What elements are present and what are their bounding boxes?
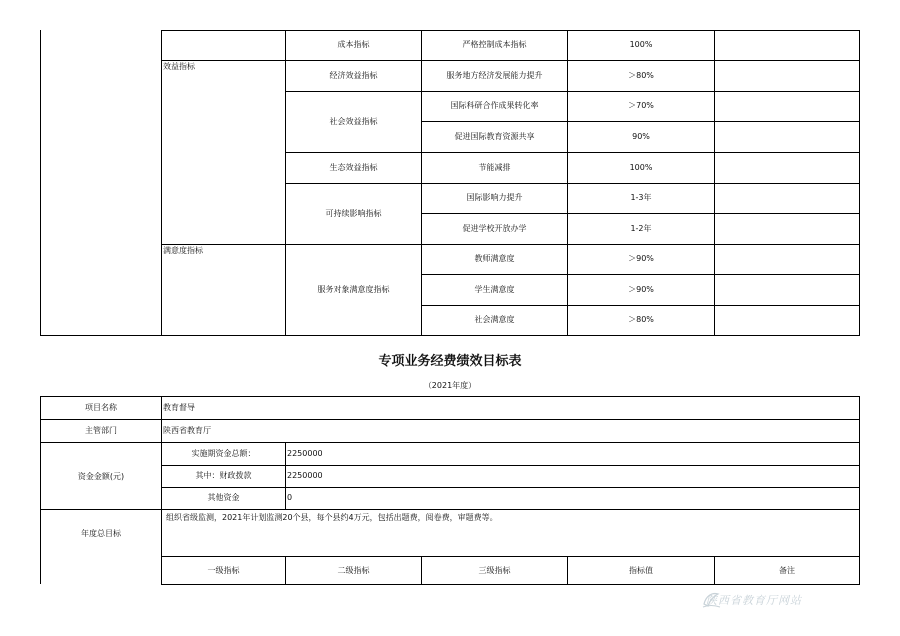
level3-cell: 服务地方经济发展能力提升	[446, 71, 543, 80]
header-note: 备注	[779, 566, 795, 575]
value-cell: ＞90%	[628, 285, 654, 294]
table-border	[161, 465, 860, 466]
table-border	[421, 274, 860, 275]
value-cell: ＞80%	[628, 71, 654, 80]
header-level2: 二级指标	[337, 566, 370, 575]
project-name-value: 教育督导	[163, 403, 195, 412]
level2-cell: 可持续影响指标	[325, 209, 382, 218]
annual-goal-text: 组织省级监测，2021年计划监测20个县，每个县约4万元，包括出题费，阅卷费，审题费等。	[166, 513, 498, 522]
other-funds-value: 0	[287, 493, 293, 502]
total-funds-value: 2250000	[287, 449, 323, 458]
header-level3: 三级指标	[478, 566, 511, 575]
level3-cell: 教师满意度	[474, 254, 515, 263]
department-label: 主管部门	[85, 426, 117, 435]
level2-cell: 生态效益指标	[329, 163, 378, 172]
level3-cell: 促进国际教育资源共享	[454, 132, 535, 141]
fiscal-funds-value: 2250000	[287, 471, 323, 480]
value-cell: 1-3年	[630, 193, 652, 202]
funds-label: 资金金额(元)	[77, 472, 125, 481]
other-funds-label: 其他资金	[207, 493, 240, 502]
level2-cell: 社会效益指标	[329, 117, 378, 126]
level3-cell: 国际科研合作成果转化率	[450, 101, 539, 110]
value-cell: 100%	[629, 163, 653, 172]
table-border	[161, 487, 860, 488]
level1-cell: 满意度指标	[163, 246, 203, 255]
table-border	[421, 305, 860, 306]
value-cell: 100%	[629, 40, 653, 49]
table-border	[285, 442, 286, 509]
table-border	[40, 396, 41, 584]
table-border	[285, 183, 860, 184]
level3-cell: 学生满意度	[474, 285, 515, 294]
table-border	[40, 419, 860, 420]
table-border	[161, 556, 860, 557]
level3-cell: 严格控制成本指标	[462, 40, 527, 49]
watermark-text: 陕西省教育厅网站	[706, 594, 802, 607]
level3-cell: 节能减排	[478, 163, 511, 172]
table-border	[421, 213, 860, 214]
total-funds-label: 实施期资金总额：	[191, 449, 256, 458]
level3-cell: 国际影响力提升	[466, 193, 523, 202]
level3-cell: 社会满意度	[474, 315, 515, 324]
value-cell: ＞70%	[628, 101, 654, 110]
value-cell: ＞90%	[628, 254, 654, 263]
table-border	[161, 30, 860, 31]
level3-cell: 促进学校开放办学	[462, 224, 527, 233]
section-year: （2021年度）	[423, 381, 477, 390]
value-cell: ＞80%	[628, 315, 654, 324]
table-border	[161, 60, 860, 61]
table-border	[161, 30, 162, 336]
table-border	[40, 442, 860, 443]
table-border	[285, 91, 860, 92]
fiscal-funds-label: 其中：财政拨款	[195, 471, 252, 480]
table-border	[40, 335, 860, 336]
header-value: 指标值	[629, 566, 653, 575]
section-title: 专项业务经费绩效目标表	[378, 354, 522, 369]
value-cell: 1-2年	[630, 224, 652, 233]
table-border	[421, 121, 860, 122]
project-name-label: 项目名称	[85, 403, 117, 412]
table-border	[161, 244, 860, 245]
table-border	[40, 30, 41, 336]
table-border	[40, 509, 860, 510]
level2-cell: 经济效益指标	[329, 71, 378, 80]
table-border	[161, 584, 860, 585]
table-border	[40, 396, 860, 397]
table-border	[285, 152, 860, 153]
header-level1: 一级指标	[207, 566, 240, 575]
department-value: 陕西省教育厅	[163, 426, 211, 435]
value-cell: 90%	[632, 132, 650, 141]
level1-cell: 效益指标	[163, 62, 195, 71]
level2-cell: 服务对象满意度指标	[317, 285, 390, 294]
annual-goal-label: 年度总目标	[81, 529, 121, 538]
level2-cell: 成本指标	[337, 40, 370, 49]
